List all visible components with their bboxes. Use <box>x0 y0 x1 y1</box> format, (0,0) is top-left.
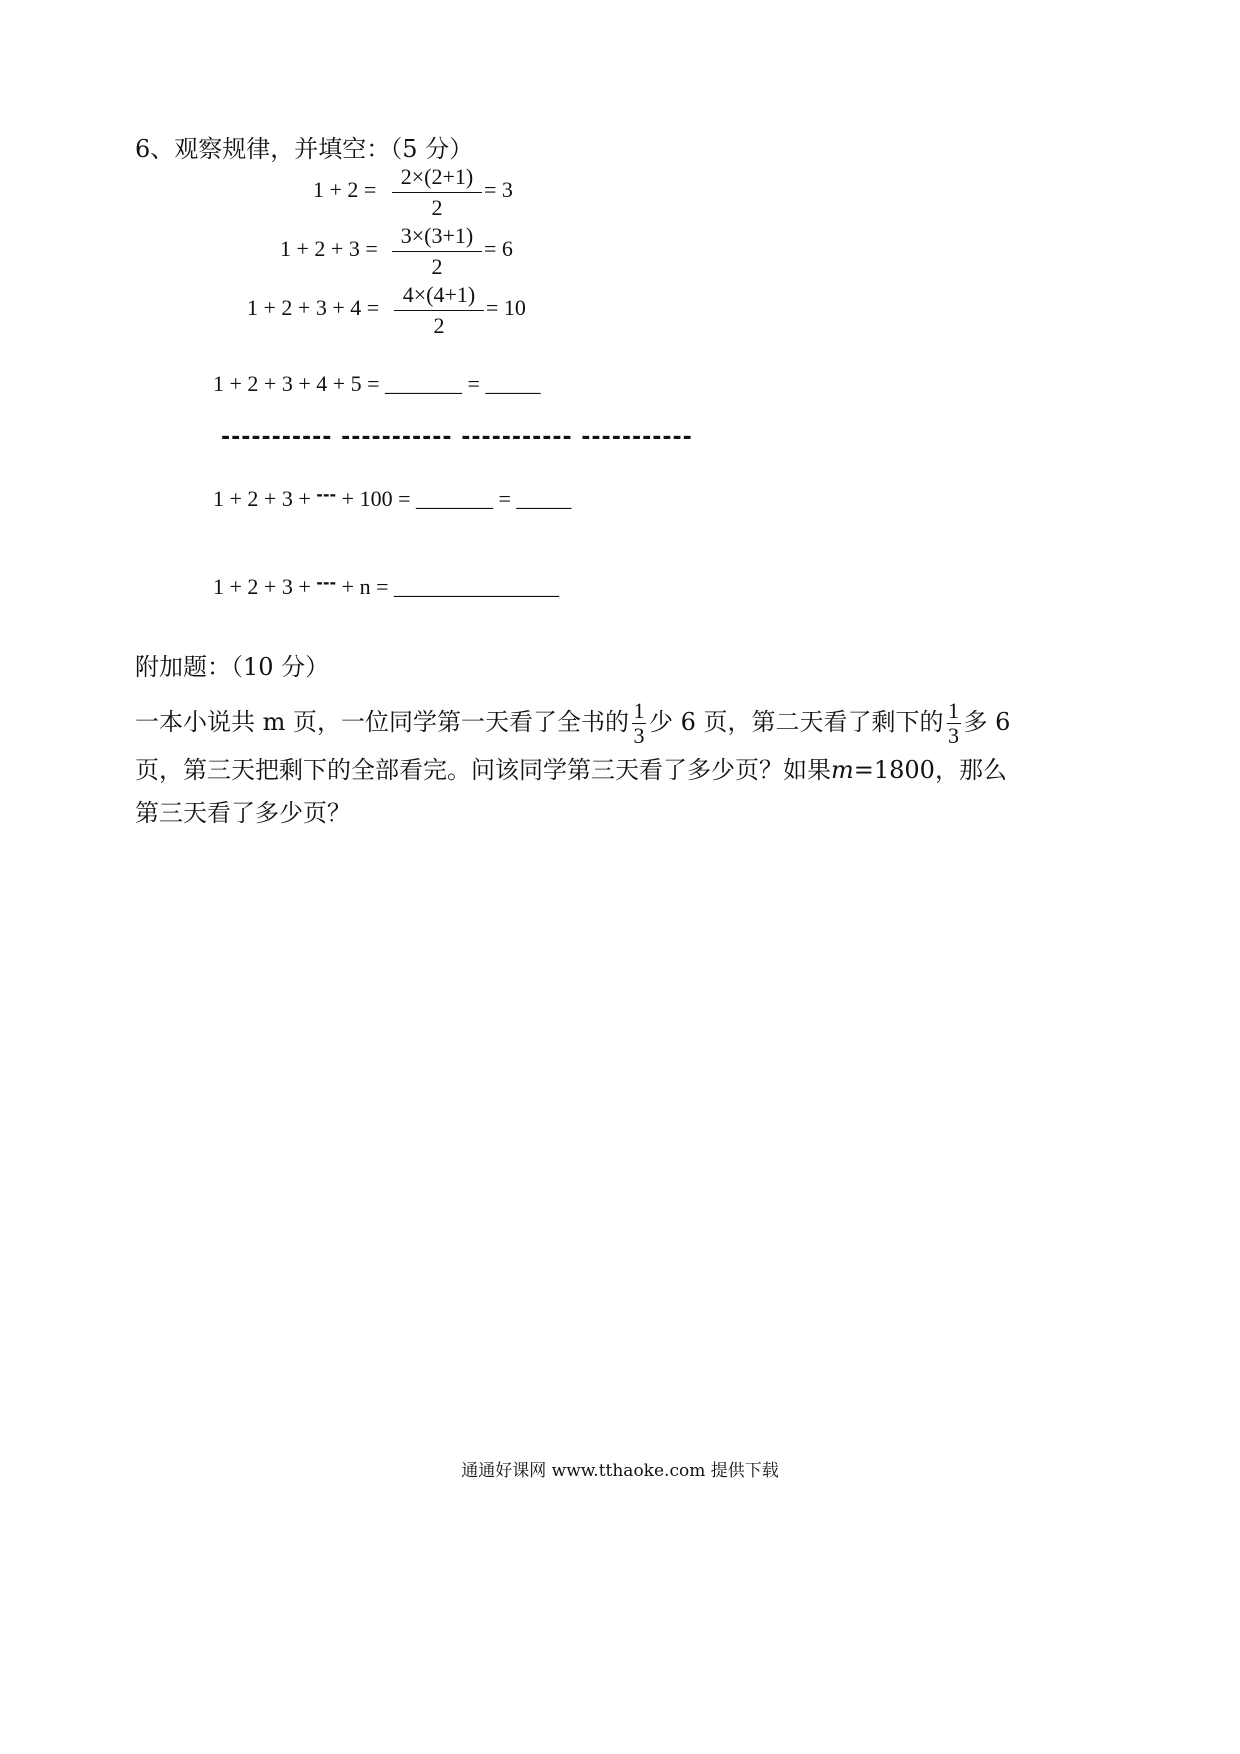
fill-line-3 <box>213 574 559 600</box>
bonus-line-1 <box>135 700 1010 747</box>
fill-line-2-lhs: 1 + 2 + 3 + <box>213 486 311 511</box>
bonus-line-1-part-b: 少 6 页，第二天看了剩下的 <box>649 708 944 736</box>
bonus-line-1-part-c: 多 6 <box>963 708 1011 736</box>
example-3-rhs: = 10 <box>486 295 526 320</box>
bonus-fraction-2-denominator: 3 <box>948 723 960 748</box>
example-1-lhs: 1 + 2 = <box>313 177 377 202</box>
bonus-fraction-1-numerator: 1 <box>633 698 645 723</box>
example-3-fraction <box>394 282 484 339</box>
fill-line-1: 1 + 2 + 3 + 4 + 5 = _______ = _____ <box>213 371 541 396</box>
fill-line-3-ellipsis: --- <box>316 573 337 592</box>
bonus-title: 附加题：（10 分） <box>135 653 330 681</box>
example-2-fraction <box>392 223 482 280</box>
fill-line-2 <box>213 486 571 512</box>
bonus-fraction-1-denominator: 3 <box>633 723 645 748</box>
bonus-line-2-part-a: 页，第三天把剩下的全部看完。问该同学第三天看了多少页？如果 <box>135 756 831 784</box>
example-3-numerator: 4×(4+1) <box>402 282 476 307</box>
q6-title: 6、观察规律，并填空：（5 分） <box>135 135 474 163</box>
bonus-line-1-part-a: 一本小说共 m 页，一位同学第一天看了全书的 <box>135 708 630 736</box>
example-2-denominator: 2 <box>431 254 443 279</box>
bonus-line-2-part-b: =1800，那么 <box>853 756 1007 784</box>
bonus-variable-m: m <box>831 756 854 784</box>
example-1-numerator: 2×(2+1) <box>400 164 474 189</box>
bonus-line-2 <box>135 755 1007 785</box>
bonus-fraction-1 <box>632 700 646 747</box>
fill-line-2-rhs: + 100 = _______ = _____ <box>341 486 572 511</box>
example-3-denominator: 2 <box>433 313 445 338</box>
example-2-rhs: = 6 <box>484 236 513 261</box>
bonus-line-3: 第三天看了多少页？ <box>135 799 351 827</box>
fill-line-3-rhs: + n = _______________ <box>341 574 559 599</box>
example-3-lhs: 1 + 2 + 3 + 4 = <box>247 295 380 320</box>
bonus-fraction-2 <box>947 700 961 747</box>
example-2-numerator: 3×(3+1) <box>400 223 474 248</box>
example-1-denominator: 2 <box>431 195 443 220</box>
fill-line-2-ellipsis: --- <box>316 485 337 504</box>
example-1-rhs: = 3 <box>484 177 513 202</box>
dash-separator: ----------- ----------- ----------- ----------- <box>221 425 693 450</box>
footer-credit: 通通好课网 www.tthaoke.com 提供下载 <box>461 1461 779 1481</box>
bonus-fraction-2-numerator: 1 <box>948 698 960 723</box>
example-1-fraction <box>392 164 482 221</box>
fill-line-3-lhs: 1 + 2 + 3 + <box>213 574 311 599</box>
example-2-lhs: 1 + 2 + 3 = <box>280 236 378 261</box>
